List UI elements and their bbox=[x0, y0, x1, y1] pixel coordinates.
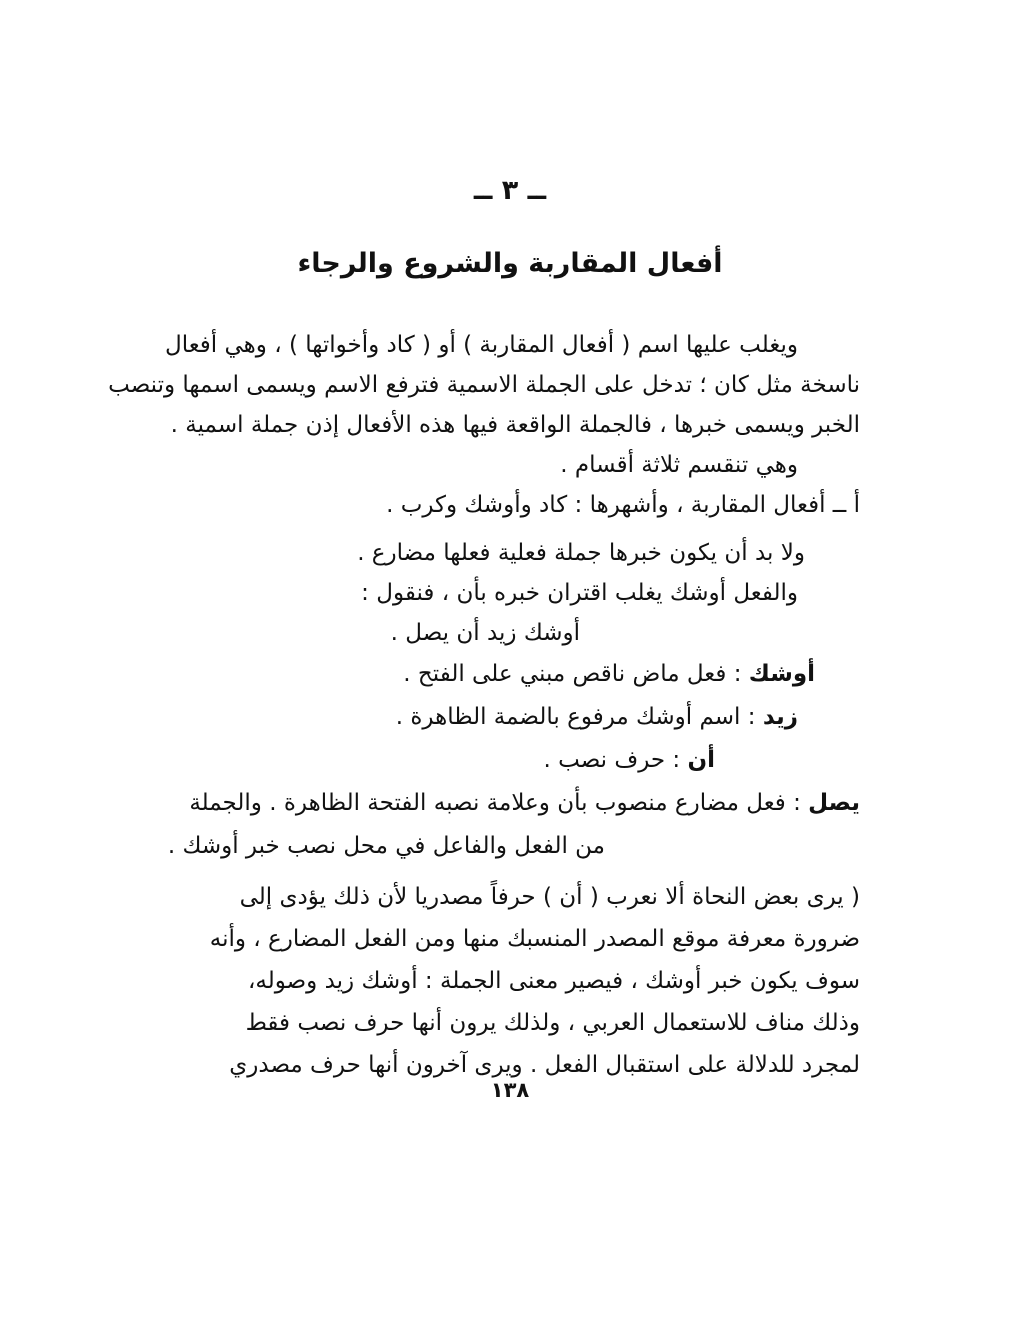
intro-line-2: ناسخة مثل كان ؛ تدخل على الجملة الاسمية فترفع الاسم ويسمى اسمها وتنصب bbox=[108, 372, 860, 398]
remark-line-2: ضرورة معرفة موقع المصدر المنسبك منها ومن الفعل المضارع ، وأنه bbox=[209, 926, 860, 952]
page-title: أفعال المقاربة والشروع والرجاء bbox=[297, 248, 723, 279]
division-intro-line: وهي تنقسم ثلاثة أقسام . bbox=[560, 452, 798, 478]
parsing-line-zayd bbox=[160, 696, 798, 739]
remark-line-1: ( يرى بعض النحاة ألا نعرب ( أن ) حرفاً مصدريا لأن ذلك يؤدى إلى bbox=[239, 884, 860, 910]
note-line-1: ولا بد أن يكون خبرها جملة فعلية فعلها مضارع . bbox=[357, 540, 805, 566]
example-sentence: أوشك زيد أن يصل . bbox=[390, 620, 580, 646]
parsing-explanation: : اسم أوشك مرفوع بالضمة الظاهرة . bbox=[395, 704, 763, 730]
parsing-explanation: : حرف نصب . bbox=[543, 747, 688, 773]
page-number-top: ــ ٣ ــ bbox=[473, 175, 547, 206]
parsing-line-an bbox=[160, 739, 715, 782]
parsing-term: أن bbox=[687, 747, 715, 773]
parsing-explanation: : فعل مضارع منصوب بأن وعلامة نصبه الفتحة الظاهرة . والجملة bbox=[189, 790, 809, 816]
parsing-line-awshaka bbox=[160, 653, 815, 696]
intro-line-3: الخبر ويسمى خبرها ، فالجملة الواقعة فيها هذه الأفعال إذن جملة اسمية . bbox=[170, 412, 860, 438]
note-line-2: والفعل أوشك يغلب اقتران خبره بأن ، فنقول : bbox=[361, 580, 798, 606]
parsing-explanation: : فعل ماض ناقص مبني على الفتح . bbox=[403, 661, 749, 687]
intro-line-1: ويغلب عليها اسم ( أفعال المقاربة ) أو ( كاد وأخواتها ) ، وهي أفعال bbox=[164, 332, 798, 358]
parsing-continuation-line: من الفعل والفاعل في محل نصب خبر أوشك . bbox=[167, 833, 605, 859]
remark-line-4: وذلك مناف للاستعمال العربي ، ولذلك يرون أنها حرف نصب فقط bbox=[245, 1010, 860, 1036]
parsing-term: أوشك bbox=[748, 661, 815, 687]
remark-line-5: لمجرد للدلالة على استقبال الفعل . ويرى آخرون أنها حرف مصدري bbox=[229, 1052, 860, 1078]
parsing-term: يصل bbox=[808, 790, 860, 816]
remark-line-3: سوف يكون خبر أوشك ، فيصير معنى الجملة : أوشك زيد وصوله، bbox=[247, 968, 860, 994]
list-item-a: أ ــ أفعال المقاربة ، وأشهرها : كاد وأوشك وكرب . bbox=[386, 492, 860, 518]
parsing-line-yasil bbox=[160, 782, 860, 825]
body-text bbox=[108, 325, 860, 1086]
page-number-bottom: ١٣٨ bbox=[490, 1078, 530, 1102]
parsing-term: زيد bbox=[762, 704, 798, 730]
